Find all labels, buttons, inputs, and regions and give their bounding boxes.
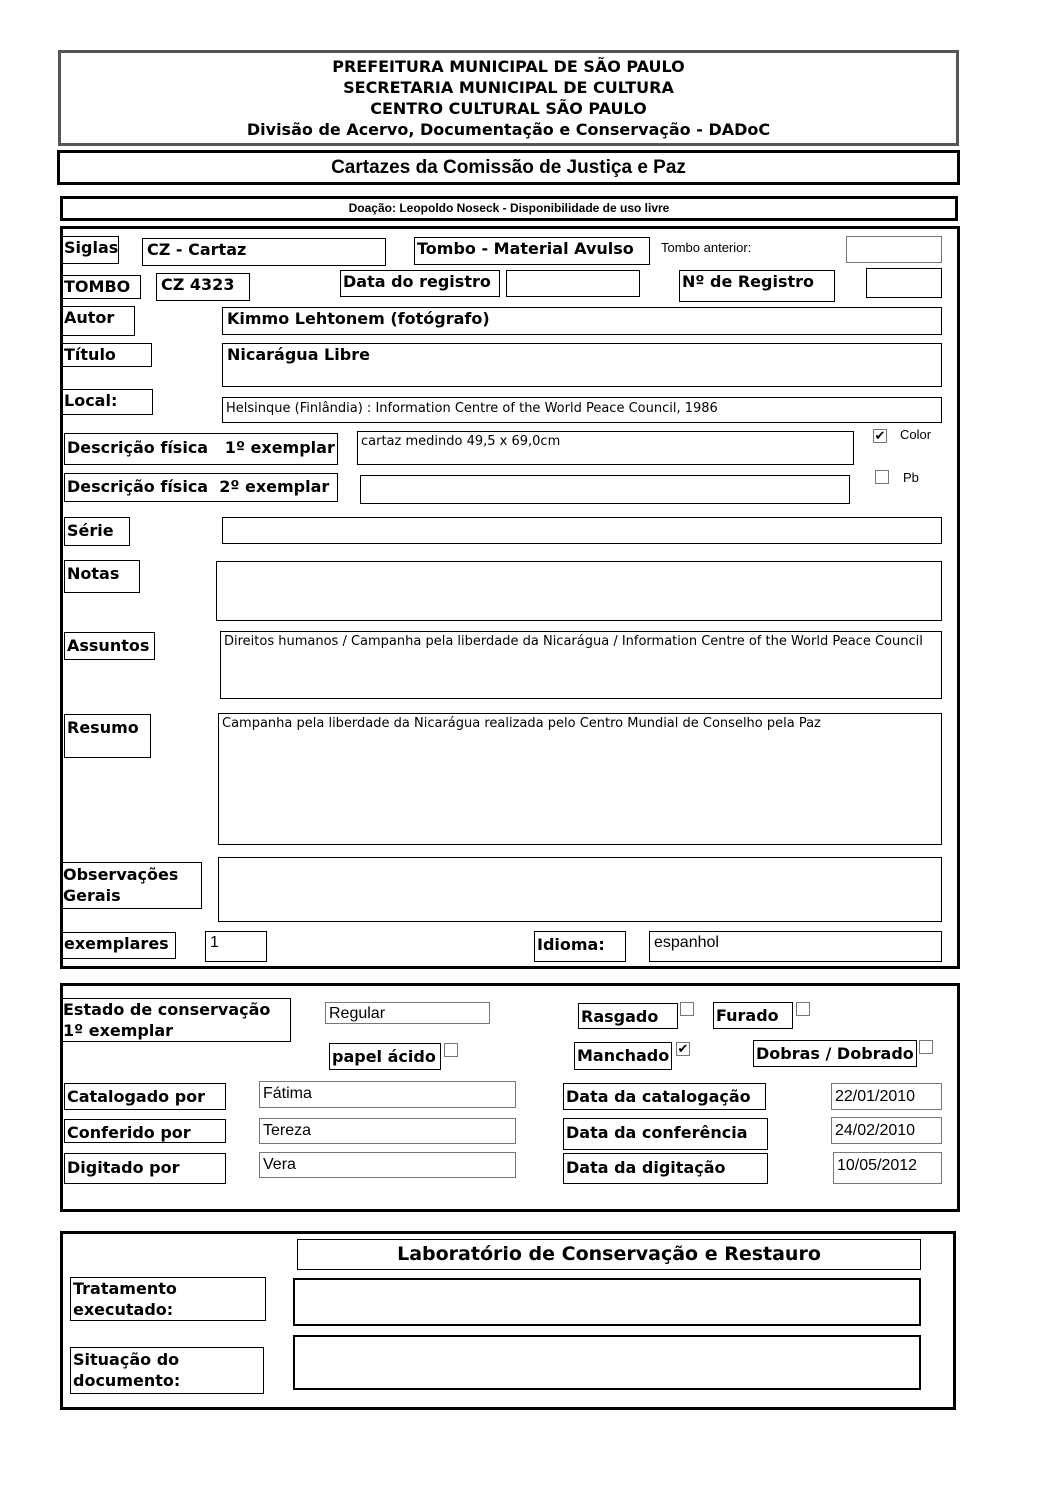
estado-field[interactable]: Regular [325, 1002, 490, 1024]
header-line-3: CENTRO CULTURAL SÃO PAULO [370, 99, 647, 118]
exemplares-label: exemplares [61, 932, 176, 959]
conferido-field[interactable]: Tereza [259, 1118, 516, 1144]
obs-label: Observações Gerais [61, 862, 202, 909]
num-registro-label: Nº de Registro [679, 270, 835, 302]
notas-field[interactable] [216, 561, 942, 621]
notas-label: Notas [64, 560, 140, 593]
dobras-label: Dobras / Dobrado [753, 1040, 917, 1067]
tombo-anterior-field[interactable] [846, 236, 942, 263]
desc1-field[interactable]: cartaz medindo 49,5 x 69,0cm [357, 431, 854, 465]
papel-acido-checkbox[interactable] [444, 1043, 458, 1057]
titulo-field[interactable]: Nicarágua Libre [222, 343, 942, 387]
digitado-field[interactable]: Vera [259, 1152, 516, 1178]
data-catalogacao-field[interactable]: 22/01/2010 [831, 1083, 942, 1110]
dobras-checkbox[interactable] [919, 1040, 933, 1054]
tombo-field[interactable]: CZ 4323 [156, 273, 250, 301]
siglas-field[interactable]: CZ - Cartaz [142, 238, 386, 266]
situacao-label: Situação do documento: [70, 1347, 264, 1394]
header-line-2: SECRETARIA MUNICIPAL DE CULTURA [343, 78, 674, 97]
data-conferencia-field[interactable]: 24/02/2010 [831, 1117, 942, 1144]
resumo-field[interactable]: Campanha pela liberdade da Nicarágua realizada pelo Centro Mundial de Conselho pela Paz [218, 713, 942, 845]
color-label: Color [900, 427, 932, 442]
institution-header [58, 50, 959, 146]
rasgado-checkbox[interactable] [680, 1002, 694, 1016]
data-catalogacao-label: Data da catalogação [563, 1083, 766, 1110]
conferido-label: Conferido por [64, 1119, 226, 1143]
desc1-label: Descrição física 1º exemplar [64, 433, 338, 465]
furado-checkbox[interactable] [796, 1002, 810, 1016]
furado-label: Furado [713, 1002, 793, 1029]
collection-title-text: Cartazes da Comissão de Justiça e Paz [331, 157, 686, 178]
serie-field[interactable] [222, 517, 942, 544]
situacao-field[interactable] [293, 1335, 921, 1390]
papel-acido-label: papel ácido [329, 1043, 441, 1070]
tombo-material-label: Tombo - Material Avulso [414, 237, 650, 265]
data-conferencia-label: Data da conferência [563, 1118, 768, 1150]
autor-label: Autor [61, 306, 135, 336]
data-digitacao-label: Data da digitação [563, 1153, 768, 1184]
serie-label: Série [64, 517, 130, 546]
collection-title [57, 150, 960, 185]
lab-title [297, 1239, 921, 1270]
resumo-label: Resumo [64, 714, 151, 758]
pb-label: Pb [903, 470, 919, 485]
catalogado-label: Catalogado por [64, 1083, 226, 1110]
idioma-label: Idioma: [534, 931, 626, 962]
autor-field[interactable]: Kimmo Lehtonem (fotógrafo) [222, 307, 942, 335]
catalogado-field[interactable]: Fátima [259, 1081, 516, 1108]
data-registro-field[interactable] [506, 270, 640, 297]
exemplares-field[interactable]: 1 [205, 931, 267, 962]
color-checkbox[interactable]: ✔ [874, 429, 886, 444]
lab-title-text: Laboratório de Conservação e Restauro [397, 1243, 821, 1265]
header-line-1: PREFEITURA MUNICIPAL DE SÃO PAULO [332, 57, 685, 76]
titulo-label: Título [61, 343, 152, 367]
local-label: Local: [61, 389, 153, 415]
tratamento-label: Tratamento executado: [70, 1277, 266, 1321]
donation-bar [60, 196, 958, 221]
data-digitacao-field[interactable]: 10/05/2012 [833, 1152, 942, 1184]
assuntos-field[interactable]: Direitos humanos / Campanha pela liberdade da Nicarágua / Information Centre of the World Peace Council [220, 631, 942, 699]
assuntos-label: Assuntos [64, 632, 155, 660]
num-registro-field[interactable] [866, 268, 942, 298]
manchado-checkbox[interactable]: ✔ [677, 1042, 689, 1057]
desc2-label: Descrição física 2º exemplar [64, 473, 338, 502]
estado-label: Estado de conservação 1º exemplar [61, 998, 291, 1042]
tratamento-field[interactable] [293, 1278, 921, 1326]
tombo-anterior-label: Tombo anterior: [661, 240, 752, 255]
siglas-label: Siglas [61, 236, 119, 264]
donation-text: Doação: Leopoldo Noseck - Disponibilidade de uso livre [348, 201, 670, 215]
local-field[interactable]: Helsinque (Finlândia) : Information Centre of the World Peace Council, 1986 [222, 397, 942, 423]
tombo-label: TOMBO [61, 275, 141, 299]
idioma-field[interactable]: espanhol [649, 931, 942, 962]
header-line-4: Divisão de Acervo, Documentação e Conservação - DADoC [246, 120, 771, 139]
data-registro-label: Data do registro [340, 270, 500, 297]
pb-checkbox[interactable] [875, 470, 889, 484]
manchado-label: Manchado [574, 1042, 672, 1070]
desc2-field[interactable] [360, 475, 850, 504]
obs-field[interactable] [218, 857, 942, 922]
rasgado-label: Rasgado [578, 1003, 678, 1029]
digitado-label: Digitado por [64, 1153, 226, 1184]
